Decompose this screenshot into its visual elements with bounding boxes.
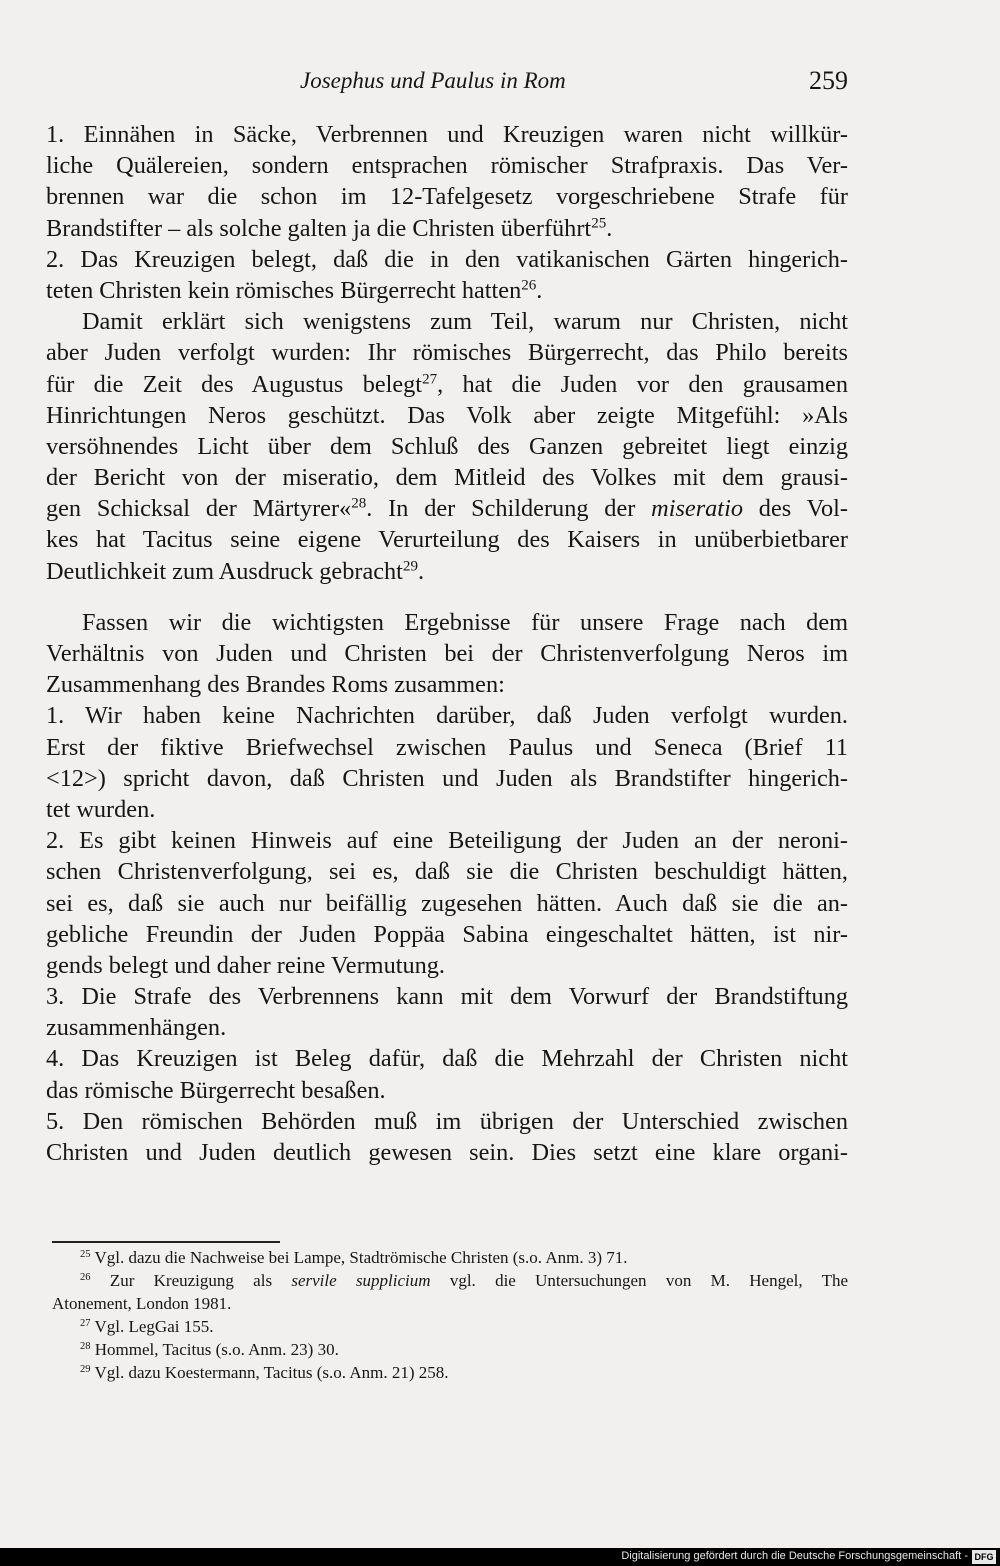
text-line: 5. Den römischen Behörden muß im übrigen der Unterschied zwischen (46, 1107, 848, 1135)
text-line: liche Quälereien, sondern entsprachen römischer Strafpraxis. Das Ver- (46, 152, 848, 180)
text-line: kes hat Tacitus seine eigene Verurteilung des Kaisers in unüberbietbarer (46, 526, 848, 554)
text-line: gends belegt und daher reine Vermutung. (46, 951, 445, 979)
page-header (0, 68, 1000, 108)
footnote-25: $^{25}$ Vgl. dazu die Nachweise bei Lampe, Stadtrömische Christen (s.o. Anm. 3) 71. (80, 1248, 628, 1267)
text-line: gen Schicksal der Märtyrer«$^{28}$. In der Schilderung der miseratio des Vol- (46, 495, 848, 523)
text-line: der Bericht von der miseratio, dem Mitleid des Volkes mit dem grausi- (46, 464, 848, 492)
text-line: schen Christenverfolgung, sei es, daß sie die Christen beschuldigt hätten, (46, 858, 848, 886)
text-line: Verhältnis von Juden und Christen bei der Christenverfolgung Neros im (46, 640, 848, 667)
text-line: versöhnendes Licht über dem Schluß des Ganzen gebreitet liegt einzig (46, 432, 848, 460)
text-line: Damit erklärt sich wenigstens zum Teil, warum nur Christen, nicht (82, 308, 848, 336)
text-line: tet wurden. (46, 795, 156, 823)
running-title: Josephus und Paulus in Rom (300, 68, 566, 93)
text-line: 1. Wir haben keine Nachrichten darüber, daß Juden verfolgt wurden. (46, 702, 848, 730)
footnote-28: $^{28}$ Hommel, Tacitus (s.o. Anm. 23) 30. (80, 1340, 339, 1359)
footnote-divider (52, 1241, 280, 1243)
footnote-26: $^{26}$ Zur Kreuzigung als servile supplicium vgl. die Untersuchungen von M. Hengel, The (80, 1271, 848, 1290)
text-line: Erst der fiktive Briefwechsel zwischen Paulus und Seneca (Brief 11 (46, 733, 848, 761)
footnote-ref: 29 (402, 558, 418, 575)
text-line: Deutlichkeit zum Ausdruck gebracht$^{29}$. (46, 557, 425, 585)
page-number: 259 (809, 66, 848, 95)
text-line: Christen und Juden deutlich gewesen sein. Dies setzt eine klare organi- (46, 1139, 848, 1166)
text-line: Zusammenhang des Brandes Roms zusammen: (46, 671, 505, 699)
dfg-logo: DFG (972, 1550, 996, 1564)
footnote-ref: 27 (422, 371, 438, 388)
funding-notice: Digitalisierung gefördert durch die Deutsche Forschungsgemeinschaft - (621, 1550, 968, 1562)
text-line: Brandstifter – als solche galten ja die Christen überführt$^{25}$. (46, 214, 613, 242)
footnote-ref: 25 (591, 215, 607, 232)
text-line: für die Zeit des Augustus belegt$^{27}$, hat die Juden vor den grausamen (46, 370, 848, 398)
text-line: 3. Die Strafe des Verbrennens kann mit dem Vorwurf der Brandstiftung (46, 983, 848, 1011)
text-line: 1. Einnähen in Säcke, Verbrennen und Kreuzigen waren nicht willkür- (46, 121, 848, 148)
footnotes (52, 1246, 848, 1384)
text-line: 4. Das Kreuzigen ist Beleg dafür, daß die Mehrzahl der Christen nicht (46, 1045, 848, 1073)
text-line: das römische Bürgerrecht besaßen. (46, 1076, 386, 1104)
text-line: gebliche Freundin der Juden Poppäa Sabina eingeschaltet hätten, ist nir- (46, 920, 848, 948)
footnote-29: $^{29}$ Vgl. dazu Koestermann, Tacitus (s.o. Anm. 21) 258. (80, 1363, 449, 1382)
footnote-ref: 28 (351, 495, 367, 512)
text-line: aber Juden verfolgt wurden: Ihr römisches Bürgerrecht, das Philo bereits (46, 339, 848, 367)
text-line: zusammenhängen. (46, 1014, 227, 1042)
text-line: Hinrichtungen Neros geschützt. Das Volk aber zeigte Mitgefühl: »Als (46, 401, 848, 429)
text-line: brennen war die schon im 12-Tafelgesetz vorgeschriebene Strafe für (46, 183, 848, 211)
digitization-footer (0, 1548, 1000, 1566)
text-line: 2. Das Kreuzigen belegt, daß die in den vatikanischen Gärten hingerich- (46, 245, 848, 273)
text-line: <12>) spricht davon, daß Christen und Juden als Brandstifter hingerich- (46, 764, 848, 792)
text-line: Fassen wir die wichtigsten Ergebnisse für unsere Frage nach dem (82, 608, 848, 636)
text-line: 2. Es gibt keinen Hinweis auf eine Beteiligung der Juden an der neroni- (46, 827, 848, 855)
footnote-26-cont: Atonement, London 1981. (52, 1294, 232, 1313)
footnote-27: $^{27}$ Vgl. LegGai 155. (80, 1317, 214, 1336)
text-line: sei es, daß sie auch nur beifällig zugesehen hätten. Auch daß sie die an- (46, 889, 848, 917)
main-text (46, 119, 848, 1168)
footnote-ref: 26 (521, 277, 537, 294)
text-line: teten Christen kein römisches Bürgerrecht hatten$^{26}$. (46, 276, 543, 304)
